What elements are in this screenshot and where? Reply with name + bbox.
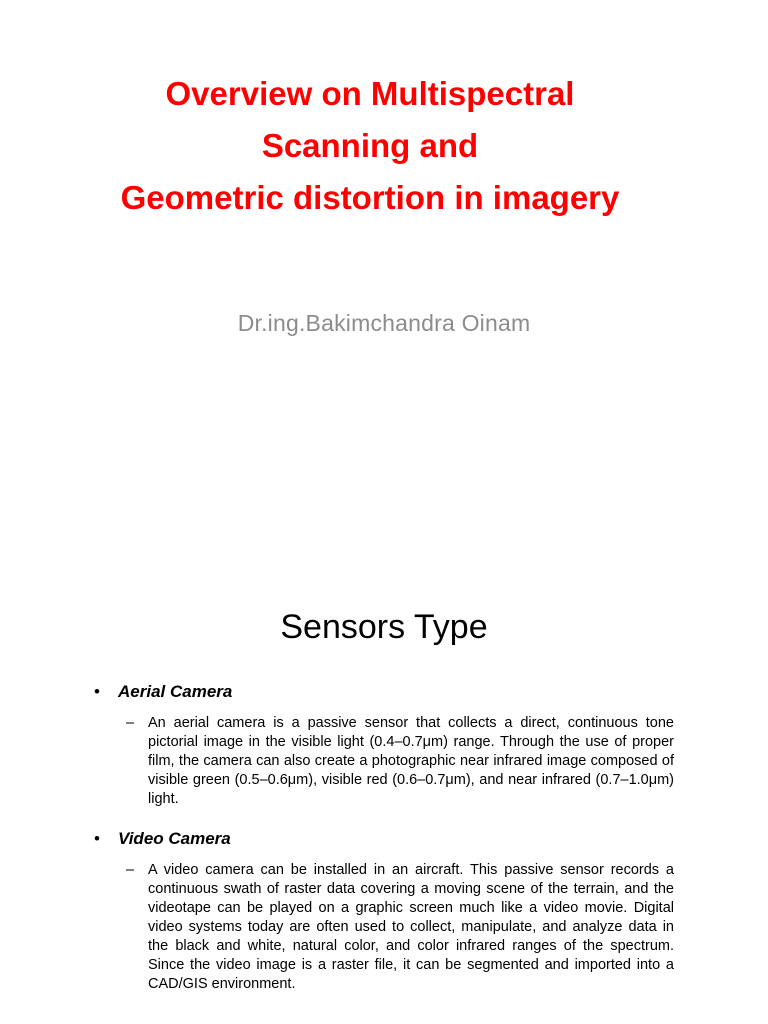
bullet-list xyxy=(94,682,674,1008)
sub-bullet-text: An aerial camera is a passive sensor that collects a direct, continuous tone pictorial image in the visible light (0.4–0.7μm) range. Through the use of proper film, the camera can also create a photographic near infrared image composed of visible green (0.5–0.6μm), visible red (0.6–0.7μm), and near infrared (0.7–1.0μm) light. xyxy=(148,715,674,807)
bullet-title: Video Camera xyxy=(118,829,231,848)
presentation-title xyxy=(0,68,740,224)
bullet-icon: • xyxy=(94,682,100,701)
dash-icon: – xyxy=(126,715,135,731)
sensors-type-slide xyxy=(0,576,768,1024)
title-line-1: Overview on Multispectral xyxy=(165,75,575,112)
dash-icon: – xyxy=(126,862,135,878)
sub-bullet-text: A video camera can be installed in an aircraft. This passive sensor records a continuous swath of raster data covering a moving scene of the terrain, and the videotape can be played on a graphic screen much like a video movie. Digital video systems today are often used to collect, manipulate, and analyze data in the black and white, natural color, and color infrared ranges of the spectrum. Since the video image is a raster file, it can be segmented and imported into a CAD/GIS environment. xyxy=(148,862,674,992)
sub-bullet xyxy=(126,861,674,994)
bullet-title: Aerial Camera xyxy=(118,682,233,701)
bullet-item-video-camera xyxy=(94,829,674,994)
title-line-3: Geometric distortion in imagery xyxy=(120,179,620,216)
title-line-2: Scanning and xyxy=(261,127,479,164)
author-name: Dr.ing.Bakimchandra Oinam xyxy=(237,310,531,336)
sub-bullet xyxy=(126,714,674,809)
bullet-icon: • xyxy=(94,829,100,848)
slide-heading: Sensors Type xyxy=(280,608,488,646)
bullet-item-aerial-camera xyxy=(94,682,674,809)
